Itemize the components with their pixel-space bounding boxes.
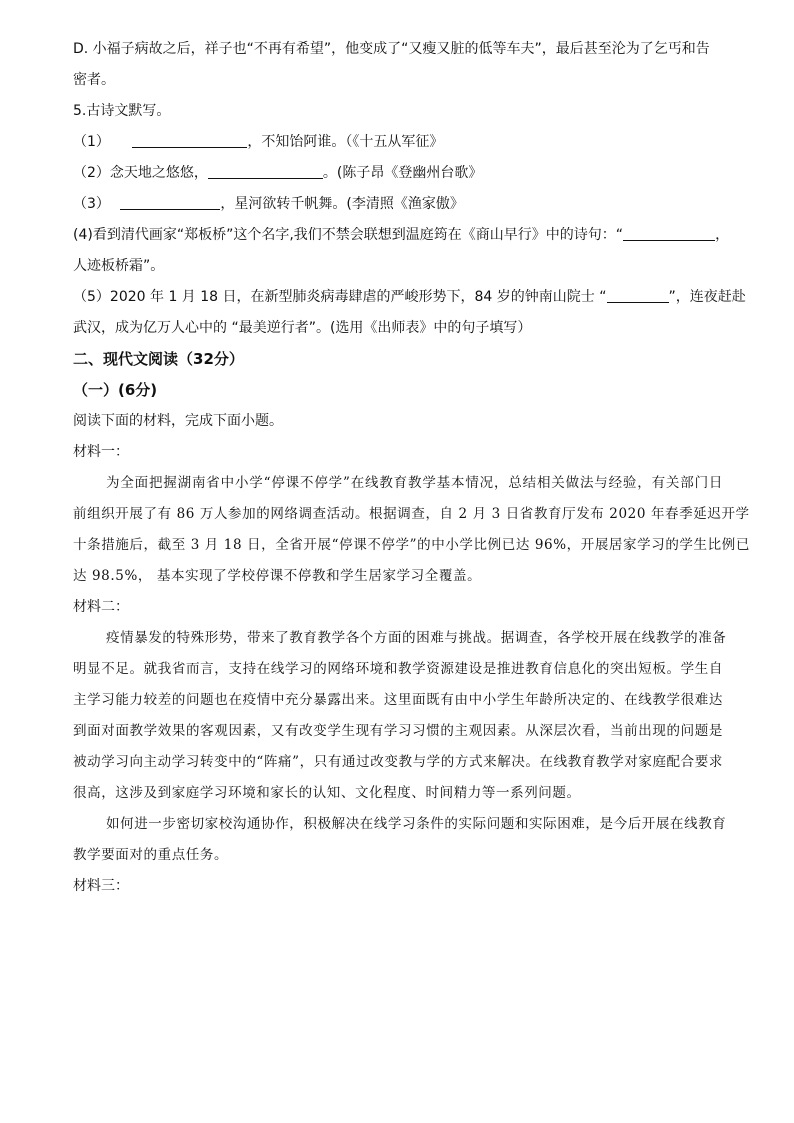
material2-para2-line1: 如何进一步密切家校沟通协作，积极解决在线学习条件的实际问题和实际困难，是今后开展在线教育	[106, 816, 727, 832]
material1-line4: 达 98.5%， 基本实现了学校停课不停教和学生居家学习全覆盖。	[73, 568, 482, 584]
q5-item-1-after: ，不知饴阿谁。（《十五从军征》	[247, 134, 444, 150]
q5-item-2-after: 。(陈子昂《登幽州台歌》	[322, 165, 483, 181]
section2-heading: 二、现代文阅读（32分）	[73, 350, 244, 368]
q5-item-5	[73, 287, 746, 307]
q5-item-2-blank[interactable]	[208, 164, 323, 179]
material2-label: 材料二：	[73, 599, 129, 615]
q5-item-4-after: ，	[715, 227, 730, 243]
material2-line5: 被动学习向主动学习转变中的“阵痛”，只有通过改变教与学的方式来解决。在线教育教学对家庭配合要求	[73, 754, 723, 770]
material1-line1: 为全面把握湖南省中小学“停课不停学”在线教育教学基本情况，总结相关做法与经验，有关部门日	[106, 475, 723, 491]
material3-label: 材料三：	[73, 878, 129, 894]
q5-item-1	[73, 132, 723, 152]
q5-item-4-blank[interactable]	[623, 226, 715, 241]
material1-line2: 前组织开展了有 86 万人参加的网络调查活动。根据调查，自 2 月 3 日省教育厅发布 2020 年春季延迟开学	[73, 506, 750, 522]
material2-line3: 主学习能力较差的问题也在疫情中充分暴露出来。这里面既有由中小学生年龄所决定的、在线教学很难达	[73, 692, 723, 708]
q5-item-4	[73, 225, 730, 245]
q5-item-1-blank[interactable]	[132, 133, 247, 148]
section2-sub: （一）(6分)	[73, 381, 158, 399]
q4-option-d-line1: D. 小福子病故之后，祥子也“不再有希望”，他变成了“又瘦又脏的低等车夫”，最后甚至沦为了乞丐和告	[73, 41, 710, 57]
q5-item-5-before: 2020 年 1 月 18 日，在新型肺炎病毒肆虐的严峻形势下，84 岁的钟南山院士 “	[109, 289, 607, 305]
q5-item-2-num: （2）	[73, 165, 110, 181]
q5-item-5-after: ”，连夜赶赴	[668, 289, 746, 305]
material2-line2: 明显不足。就我省而言，支持在线学习的网络环境和教学资源建设是推进教育信息化的突出短板。学生自	[73, 661, 723, 677]
q5-title: 5.古诗文默写。	[73, 103, 171, 119]
q4-option-d-line2: 密者。	[73, 72, 115, 88]
material1-label: 材料一：	[73, 444, 129, 460]
q5-item-3	[73, 194, 723, 214]
q5-item-4-num: (4)	[73, 227, 93, 243]
q5-item-1-num: （1）	[73, 134, 110, 150]
material2-line6: 很高，这涉及到家庭学习环境和家长的认知、文化程度、时间精力等一系列问题。	[73, 785, 581, 801]
q5-item-5-cont: 武汉，成为亿万人心中的 “最美逆行者”。(选用《出师表》中的句子填写）	[73, 320, 532, 336]
material2-line4: 到面对面教学效果的客观因素，又有改变学生现有学习习惯的主观因素。从深层次看，当前出现的问题是	[73, 723, 723, 739]
q5-item-3-num: （3）	[73, 196, 110, 212]
q5-item-4-before: 看到清代画家“郑板桥”这个名字,我们不禁会联想到温庭筠在《商山早行》中的诗句：“	[92, 227, 624, 243]
q5-item-5-num: （5）	[73, 289, 110, 305]
q5-item-2-before: 念天地之悠悠，	[109, 165, 208, 181]
material2-line1: 疫情暴发的特殊形势，带来了教育教学各个方面的困难与挑战。据调查，各学校开展在线教学的准备	[106, 630, 727, 646]
q5-item-5-blank[interactable]	[607, 288, 669, 303]
q5-item-3-after: ，星河欲转千帆舞。(李清照《渔家傲》	[220, 196, 464, 212]
material2-para2-line2: 教学要面对的重点任务。	[73, 847, 229, 863]
q5-item-4-cont: 人迹板桥霜”。	[73, 258, 165, 274]
section2-instruction: 阅读下面的材料，完成下面小题。	[73, 413, 283, 429]
q5-item-3-blank[interactable]	[120, 195, 220, 210]
q5-item-2	[73, 163, 723, 183]
material1-line3: 十条措施后，截至 3 月 18 日，全省开展“停课不停学”的中小学比例已达 96%，开展居家学习的学生比例已	[73, 537, 750, 553]
